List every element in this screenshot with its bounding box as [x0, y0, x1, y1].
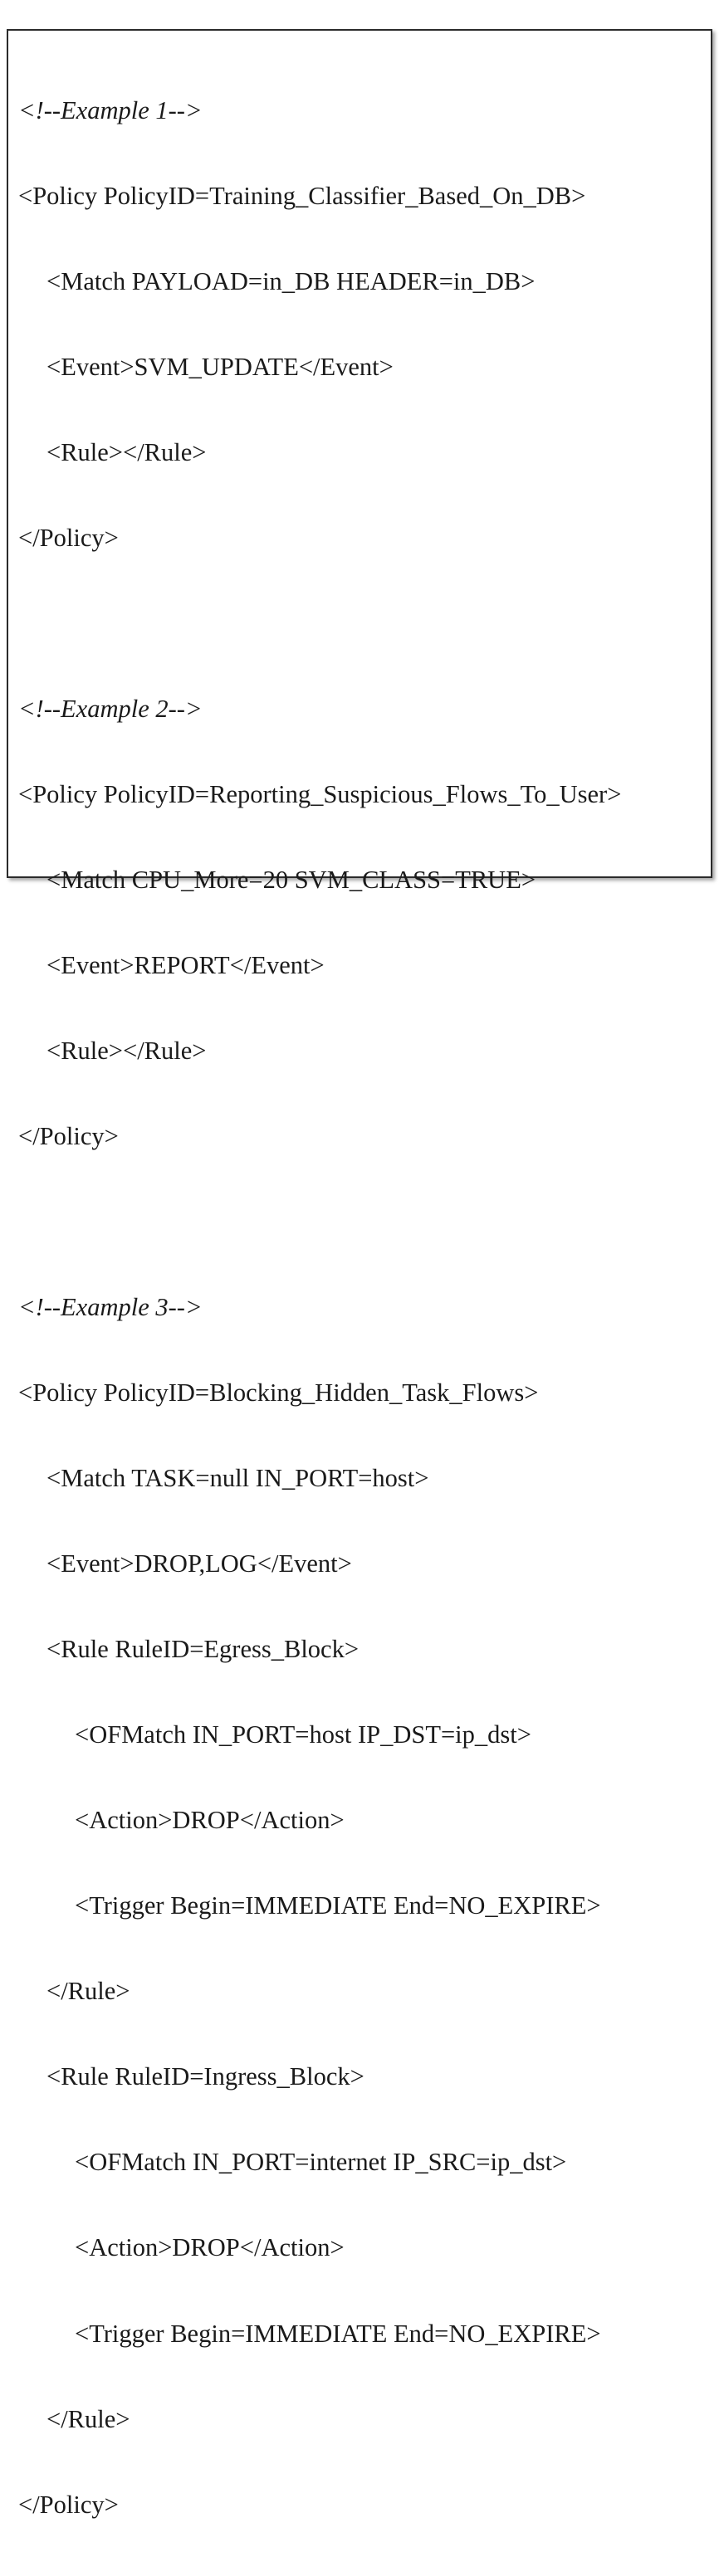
policy-close: </Policy> [18, 2490, 119, 2519]
policy-open-blocking: <Policy PolicyID=Blocking_Hidden_Task_Flows> [18, 1378, 539, 1408]
blank-line [18, 1208, 707, 1236]
rule-line: <Rule></Rule> [46, 437, 207, 466]
action-line: <Action>DROP</Action> [75, 1806, 345, 1835]
trigger-line: <Trigger Begin=IMMEDIATE End=NO_EXPIRE> [75, 1891, 601, 1920]
event-line: <Event>REPORT</Event> [46, 951, 325, 979]
policy-listing-box [7, 29, 712, 2519]
comment-example-2: <!--Example 2--> [18, 694, 203, 723]
comment-example-1: <!--Example 1--> [18, 95, 203, 124]
match-line: <Match CPU_More=20 SVM_CLASS=TRUE> [46, 865, 536, 894]
rule-open-ingress: <Rule RuleID=Ingress_Block> [46, 2062, 364, 2091]
trigger-line: <Trigger Begin=IMMEDIATE End=NO_EXPIRE> [75, 2319, 601, 2348]
ofmatch-line: <OFMatch IN_PORT=host IP_DST=ip_dst> [75, 1720, 531, 1749]
rule-close: </Rule> [46, 2404, 130, 2433]
ofmatch-line: <OFMatch IN_PORT=internet IP_SRC=ip_dst> [75, 2148, 567, 2177]
match-line: <Match PAYLOAD=in_DB HEADER=in_DB> [46, 266, 536, 295]
match-line: <Match TASK=null IN_PORT=host> [46, 1464, 429, 1493]
blank-line [18, 609, 707, 637]
rule-line: <Rule></Rule> [46, 1037, 207, 1066]
policy-open-reporting: <Policy PolicyID=Reporting_Suspicious_Flows_To_User> [18, 779, 622, 808]
event-line: <Event>DROP,LOG</Event> [46, 1549, 352, 1578]
rule-close: </Rule> [46, 1977, 130, 2006]
policy-close: </Policy> [18, 523, 119, 552]
comment-example-3: <!--Example 3--> [18, 1293, 203, 1322]
policy-open-training: <Policy PolicyID=Training_Classifier_Based_On_DB> [18, 181, 586, 210]
event-line: <Event>SVM_UPDATE</Event> [46, 352, 394, 381]
action-line: <Action>DROP</Action> [75, 2233, 345, 2262]
rule-open-egress: <Rule RuleID=Egress_Block> [46, 1635, 360, 1664]
policy-code-block [18, 39, 707, 2576]
policy-close: </Policy> [18, 1122, 119, 1151]
